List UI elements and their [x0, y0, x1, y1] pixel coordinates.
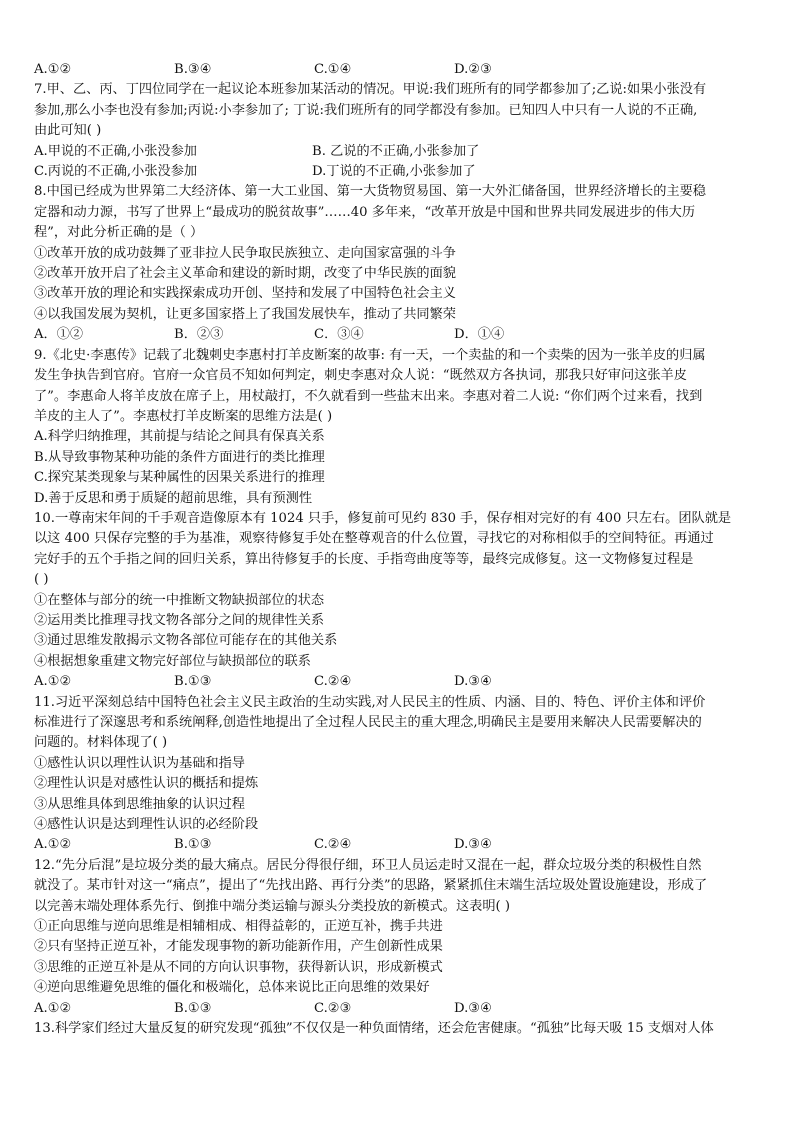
option-a: A.科学归纳推理，其前提与结论之间具有保真关系 [34, 429, 325, 445]
question-11 [34, 693, 764, 856]
statement-4: ④以我国发展为契机，让更多国家搭上了我国发展快车，推动了共同繁荣 [34, 306, 456, 322]
question-text: 参加,那么小李也没有参加;丙说:小李参加了; 丁说:我们班所有的同学都没有参加。已知四人中只有一人说的不正确, [34, 102, 698, 118]
question-text: 7.甲、乙、丙、丁四位同学在一起议论本班参加某活动的情况。甲说:我们班所有的同学都参加了;乙说:如果小张没有 [34, 82, 707, 98]
option-b: B. 乙说的不正确,小张参加了 [312, 143, 480, 159]
question-text: 定器和动力源，书写了世界上“最成功的脱贫故事”……40 多年来，“改革开放是中国和世界共同发展进步的伟大历 [34, 204, 696, 220]
statement-2: ②只有坚持正逆互补，才能发现事物的新功能新作用，产生创新性成果 [34, 939, 443, 955]
statement-1: ①正向思维与逆向思维是相辅相成、相得益彰的，正逆互补，携手共进 [34, 919, 443, 935]
q6-options [34, 60, 764, 80]
option-d: D.②③ [454, 62, 492, 77]
option-d: D.③④ [454, 837, 492, 853]
option-c: C.①④ [314, 62, 352, 77]
question-text: 发生争执告到官府。官府一众官员不知如何判定，刺史李惠对众人说：“既然双方各执词，那我只好审问这张羊皮 [34, 368, 687, 384]
question-text: 完好手的五个手指之间的回归关系，算出待修复手的长度、手指弯曲度等等，最终完成修复。这一文物修复过程是 [34, 551, 694, 567]
statement-2: ②改革开放开启了社会主义革命和建设的新时期，改变了中华民族的面貌 [34, 266, 456, 282]
option-a: A．①② [34, 327, 84, 343]
question-text: 以完善末端处理体系先行、倒推中端分类运输与源头分类投放的新模式。这表明( ) [34, 898, 511, 914]
option-b: B.从导致事物某种功能的条件方面进行的类比推理 [34, 449, 325, 465]
option-a: A.①② [34, 1000, 72, 1016]
option-b: B.③④ [174, 62, 212, 77]
statement-3: ③改革开放的理论和实践探索成功开创、坚持和发展了中国特色社会主义 [34, 286, 456, 302]
question-text: 8.中国已经成为世界第二大经济体、第一大工业国、第一大货物贸易国、第一大外汇储备国，世界经济增长的主要稳 [34, 184, 706, 200]
question-text: 10.一尊南宋年间的千手观音造像原本有 1024 只手，修复前可见约 830 手，保存相对完好的有 400 只左右。团队就是 [34, 510, 732, 526]
question-text: 由此可知( ) [34, 123, 102, 139]
option-a: A.①② [34, 674, 72, 690]
question-text: 就没了。某市针对这一“痛点”，提出了“先找出路、再行分类”的思路，紧紧抓住末端生活垃圾处置设施建设，形成了 [34, 878, 708, 894]
option-d: D.善于反思和勇于质疑的超前思维，具有预测性 [34, 490, 313, 506]
options-row [34, 142, 764, 162]
option-d: D.③④ [454, 674, 492, 690]
options-row [34, 672, 764, 692]
option-c: C.②④ [314, 674, 352, 690]
statement-1: ①在整体与部分的统一中推断文物缺损部位的状态 [34, 592, 325, 608]
option-c: C．③④ [314, 327, 364, 343]
option-b: B.①③ [174, 674, 212, 690]
options-row [34, 999, 764, 1019]
question-text: 羊皮的主人了”。李惠杖打羊皮断案的思维方法是( ) [34, 408, 333, 424]
option-d: D.③④ [454, 1000, 492, 1016]
question-text: 问题的。材料体现了( ) [34, 735, 168, 751]
question-text: 13.科学家们经过大量反复的研究发现“孤独”不仅仅是一种负面情绪，还会危害健康。“孤独”比每天吸 15 支烟对人体 [34, 1021, 714, 1037]
statement-1: ①感性认识以理性认识为基础和指导 [34, 755, 245, 771]
option-a: A.①② [34, 62, 72, 77]
option-a: A.①② [34, 837, 72, 853]
question-text: 11.习近平深刻总结中国特色社会主义民主政治的生动实践,对人民民主的性质、内涵、目的、特色、评价主体和评价 [34, 694, 706, 710]
option-d: D．①④ [454, 327, 505, 343]
option-c: C.②③ [314, 1000, 352, 1016]
statement-2: ②理性认识是对感性认识的概括和提炼 [34, 776, 259, 792]
option-c: C.探究某类现象与某种属性的因果关系进行的推理 [34, 470, 325, 486]
question-7 [34, 80, 764, 182]
option-a: A.甲说的不正确,小张没参加 [34, 143, 197, 159]
question-text: ( ) [34, 572, 49, 588]
options-row [34, 325, 764, 345]
question-text: 程”，对此分析正确的是（ ） [34, 225, 204, 241]
question-9 [34, 346, 764, 509]
question-12 [34, 856, 764, 1019]
statement-3: ③从思维具体到思维抽象的认识过程 [34, 796, 245, 812]
statement-4: ④逆向思维避免思维的僵化和极端化，总体来说比正向思维的效果好 [34, 980, 430, 996]
options-row [34, 835, 764, 855]
statement-4: ④根据想象重建文物完好部位与缺损部位的联系 [34, 653, 311, 669]
question-text: 了”。李惠命人将羊皮放在席子上，用杖敲打，不久就看到一些盐末出来。李惠对着二人说: “你们两个过来看，找到 [34, 388, 703, 404]
option-c: C.②④ [314, 837, 352, 853]
exam-page [34, 60, 764, 1040]
statement-1: ①改革开放的成功鼓舞了亚非拉人民争取民族独立、走向国家富强的斗争 [34, 245, 456, 261]
statement-3: ③思维的正逆互补是从不同的方向认识事物，获得新认识，形成新模式 [34, 959, 443, 975]
question-text: 9.《北史·李惠传》记载了北魏刺史李惠村打羊皮断案的故事: 有一天，一个卖盐的和一个卖柴的因为一张羊皮的归属 [34, 347, 706, 363]
options-row [34, 162, 764, 182]
option-b: B.①③ [174, 1000, 212, 1016]
statement-3: ③通过思维发散揭示文物各部位可能存在的其他关系 [34, 633, 338, 649]
question-text: 12.“先分后混”是垃圾分类的最大痛点。居民分得很仔细，环卫人员运走时又混在一起，群众垃圾分类的积极性自然 [34, 857, 702, 873]
question-text: 以这 400 只保存完整的手为基准，观察待修复手处在整尊观音的什么位置，寻找它的对称相似手的空间特征。再通过 [34, 531, 714, 547]
question-text: 标准进行了深邃思考和系统阐释,创造性地提出了全过程人民民主的重大理念,明确民主是要用来解决人民需要解决的 [34, 715, 702, 730]
option-d: D.丁说的不正确,小张参加了 [312, 164, 476, 180]
question-8 [34, 182, 764, 345]
option-b: B．②③ [174, 327, 224, 343]
statement-2: ②运用类比推理寻找文物各部分之间的规律性关系 [34, 612, 325, 628]
option-c: C.丙说的不正确,小张没参加 [34, 164, 198, 180]
question-10 [34, 509, 764, 693]
option-b: B.①③ [174, 837, 212, 853]
statement-4: ④感性认识是达到理性认识的必经阶段 [34, 817, 259, 833]
question-13 [34, 1019, 764, 1039]
